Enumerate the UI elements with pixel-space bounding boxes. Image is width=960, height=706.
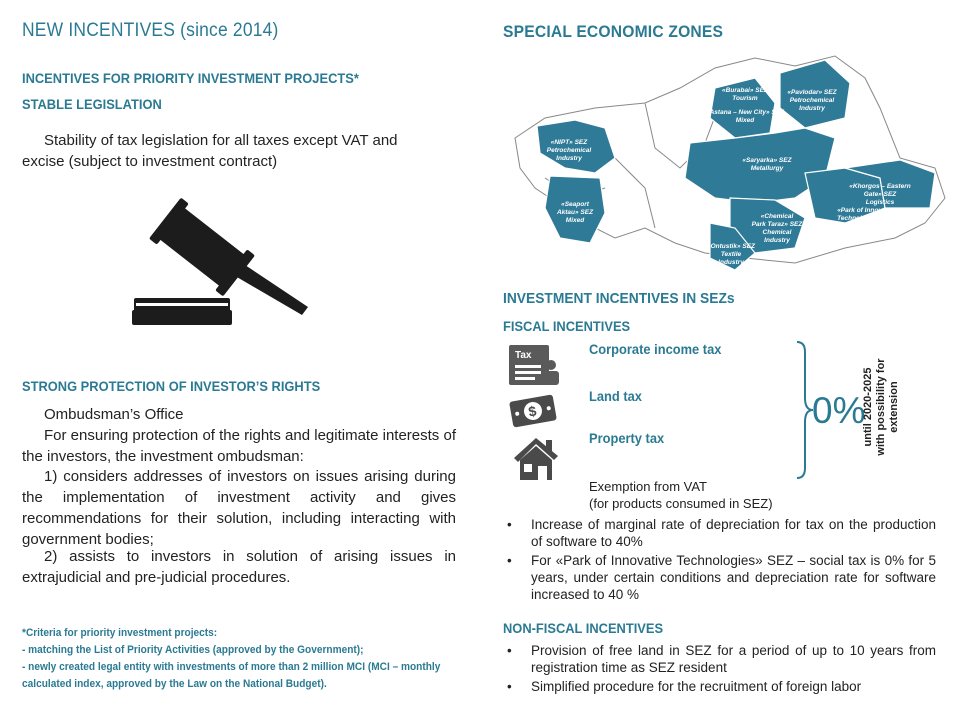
tax-label-land: Land tax <box>589 388 642 404</box>
nonfiscal-bullet-1 <box>505 642 936 676</box>
nonfiscal-heading: NON-FISCAL INCENTIVES <box>503 620 664 636</box>
ombudsman-point-1: 1) considers addresses of investors on issues arising during the implementation of investment activity and gives recommendations for their solution, including interacting with government bodies; <box>22 468 456 548</box>
map-label-astana-1: «Astana – New City» SEZ <box>705 109 785 116</box>
map-label-chemical-1: «Chemical <box>760 213 794 220</box>
fiscal-bullet-list <box>505 516 936 603</box>
map-label-kipt-1: «NIPT» SEZ <box>550 139 588 146</box>
rate-note <box>862 332 901 482</box>
page-title: NEW INCENTIVES (since 2014) <box>22 20 279 41</box>
tax-document-icon <box>505 343 565 387</box>
fiscal-bullet-2 <box>505 552 936 603</box>
map-label-ontustik-1: «Ontustik» SEZ <box>706 243 756 250</box>
map-label-park-3: IT – Innovations <box>842 223 892 230</box>
ombudsman-intro: For ensuring protection of the rights and legitimate interests of the investors, the investment ombudsman: <box>22 427 456 465</box>
vat-exemption <box>589 478 773 512</box>
svg-text:«Park of InnovativeTechnologie <box>837 207 898 230</box>
rate-note-line-1: until 2020-2025 <box>862 367 874 447</box>
footnote-title: *Criteria for priority investment projects: <box>22 627 218 639</box>
incentives-heading: INVESTMENT INCENTIVES IN SEZs <box>503 290 735 307</box>
map-label-park-1: «Park of Innovative <box>837 207 897 214</box>
stable-text: Stability of tax legislation for all taxes except VAT and excise (subject to investment contract) <box>22 132 398 170</box>
rate-value: 0% <box>812 390 866 431</box>
footnote-line-1: - matching the List of Priority Activities (approved by the Government); <box>22 644 364 656</box>
map-label-chemical-3: Chemical <box>762 229 792 236</box>
fiscal-bullet-2-text: For «Park of Innovative Technologies» SEZ – social tax is 0% for 5 years, under certain conditions and depreciation rate for software increased to 40 % <box>531 553 936 602</box>
map-label-kipt-2: Petrochemical <box>546 147 592 154</box>
nonfiscal-bullet-2-text: Simplified procedure for the recruitment of foreign labor <box>531 679 862 694</box>
map-label-park-2: Technologies» SEZ <box>837 215 897 222</box>
money-bill-icon <box>507 392 559 430</box>
priority-heading: INCENTIVES FOR PRIORITY INVESTMENT PROJECTS* <box>22 70 359 86</box>
sez-title: SPECIAL ECONOMIC ZONES <box>503 22 724 41</box>
bullet-glyph: • <box>507 553 512 568</box>
vat-line-1: Exemption from VAT <box>589 479 707 494</box>
tax-icon-text: Tax <box>515 350 532 361</box>
house-icon <box>510 434 562 484</box>
rate-note-line-2: with possibility for extension <box>875 358 900 456</box>
map-label-pavlodar-2: Petrochemical <box>789 97 835 104</box>
fiscal-bullet-1 <box>505 516 936 550</box>
map-label-chemical-2: Park Taraz» SEZ <box>751 221 803 228</box>
map-label-ontustik-2: Textile <box>720 251 742 258</box>
footnote-line-3: calculated index, approved by the Law on the National Budget). <box>22 678 327 690</box>
tax-label-corporate: Corporate income tax <box>589 341 722 357</box>
vat-line-2: (for products consumed in SEZ) <box>589 496 773 511</box>
map-label-khorgos-3: Logistics <box>865 199 895 206</box>
map-label-khorgos-1: «Khorgos – Eastern <box>849 183 911 190</box>
bullet-glyph: • <box>507 679 512 694</box>
fiscal-bullet-1-text: Increase of marginal rate of depreciation for tax on the production of software to 40% <box>531 517 936 549</box>
tax-label-property: Property tax <box>589 430 665 446</box>
map-label-chemical-4: Industry <box>764 237 790 244</box>
bullet-glyph: • <box>507 643 512 658</box>
map-label-kipt-3: Industry <box>556 155 582 162</box>
map-label-saryarka-2: Metallurgy <box>750 165 784 172</box>
map-label-seaport-2: Aktau» SEZ <box>556 209 594 216</box>
svg-text:$: $ <box>527 402 538 420</box>
map-label-saryarka-1: «Saryarka» SEZ <box>742 157 792 164</box>
map-label-seaport-3: Mixed <box>565 217 585 224</box>
footnote-line-2: - newly created legal entity with investments of more than 2 million MCI (MCI – monthly <box>22 661 441 673</box>
map-label-burabai-2: Tourism <box>732 95 758 102</box>
map-label-astana-2: Mixed <box>735 117 755 124</box>
map-label-khorgos-2: Gate» SEZ <box>863 191 897 198</box>
protection-heading: STRONG PROTECTION OF INVESTOR’S RIGHTS <box>22 378 321 394</box>
nonfiscal-bullet-2 <box>505 678 936 695</box>
fiscal-heading: FISCAL INCENTIVES <box>503 318 631 334</box>
nonfiscal-bullet-1-text: Provision of free land in SEZ for a period of up to 10 years from registration time as SEZ resident <box>531 643 936 675</box>
map-label-seaport-1: «Seaport <box>561 201 589 208</box>
map-label-ontustik-3: Industry <box>718 259 744 266</box>
stable-heading: STABLE LEGISLATION <box>22 96 162 112</box>
ombudsman-point-2: 2) assists to investors in solution of arising issues in extrajudicial and pre-judicial procedures. <box>22 548 456 586</box>
bullet-glyph: • <box>507 517 512 532</box>
map-label-burabai-1: «Burabai» SEZ <box>722 87 768 94</box>
gavel-icon <box>130 195 310 330</box>
map-label-pavlodar-1: «Pavlodar» SEZ <box>787 89 837 96</box>
kazakhstan-map <box>505 48 950 273</box>
map-label-pavlodar-3: Industry <box>799 105 825 112</box>
nonfiscal-bullet-list <box>505 642 936 695</box>
ombudsman-title: Ombudsman’s Office <box>44 406 184 423</box>
